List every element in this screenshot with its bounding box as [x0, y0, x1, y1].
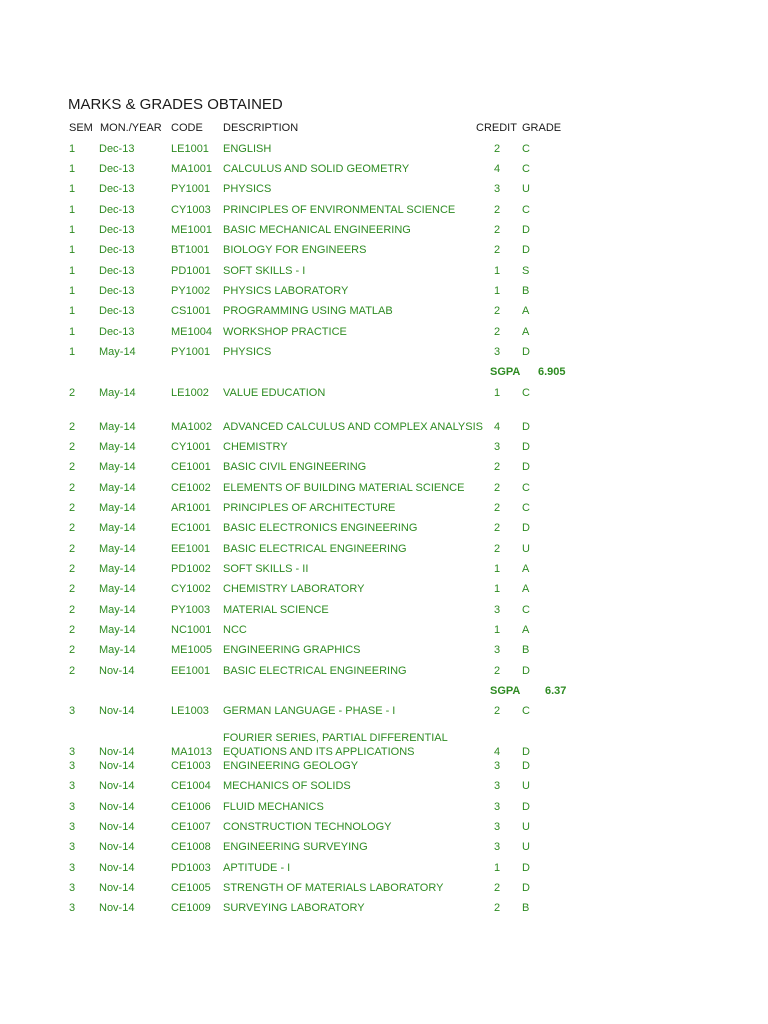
cell-code: LE1001 — [171, 143, 209, 155]
cell-description: GERMAN LANGUAGE - PHASE - I — [223, 705, 396, 717]
cell-code: CS1001 — [171, 305, 211, 317]
table-row — [0, 820, 768, 840]
table-row — [0, 704, 768, 724]
cell-grade: D — [522, 461, 530, 473]
cell-credit: 2 — [494, 482, 501, 494]
cell-monyear: Nov-14 — [99, 882, 135, 894]
cell-grade: C — [522, 143, 530, 155]
table-row — [0, 582, 768, 602]
cell-code: PD1001 — [171, 265, 211, 277]
cell-grade: U — [522, 543, 530, 555]
table-row — [0, 840, 768, 860]
cell-monyear: May-14 — [99, 421, 136, 433]
cell-grade: U — [522, 780, 530, 792]
cell-monyear: Dec-13 — [99, 285, 135, 297]
cell-credit: 4 — [494, 421, 501, 433]
cell-credit: 1 — [494, 285, 501, 297]
cell-grade: A — [522, 326, 530, 338]
cell-code: CE1002 — [171, 482, 211, 494]
cell-sem: 1 — [69, 285, 76, 297]
cell-grade: D — [522, 441, 530, 453]
cell-monyear: Dec-13 — [99, 326, 135, 338]
table-row — [0, 623, 768, 643]
cell-monyear: Dec-13 — [99, 204, 135, 216]
cell-credit: 2 — [494, 305, 501, 317]
header-description: DESCRIPTION — [223, 122, 299, 134]
cell-code: PD1002 — [171, 563, 211, 575]
cell-sem: 1 — [69, 183, 76, 195]
cell-monyear: Nov-14 — [99, 665, 135, 677]
cell-monyear: May-14 — [99, 644, 136, 656]
cell-sem: 2 — [69, 644, 76, 656]
table-row — [0, 732, 768, 758]
cell-credit: 1 — [494, 583, 501, 595]
table-row — [0, 643, 768, 663]
cell-grade: C — [522, 604, 530, 616]
cell-sem: 2 — [69, 563, 76, 575]
cell-sem: 1 — [69, 326, 76, 338]
cell-grade: D — [522, 801, 530, 813]
cell-sem: 3 — [69, 841, 76, 853]
cell-description: FLUID MECHANICS — [223, 801, 324, 813]
cell-description: SOFT SKILLS - II — [223, 563, 309, 575]
cell-grade: A — [522, 563, 530, 575]
cell-credit: 1 — [494, 387, 501, 399]
cell-grade: D — [522, 244, 530, 256]
header-sem: SEM — [69, 122, 93, 134]
table-row — [0, 521, 768, 541]
cell-credit: 3 — [494, 604, 501, 616]
cell-grade: D — [522, 746, 530, 758]
cell-code: LE1003 — [171, 705, 209, 717]
cell-monyear: Dec-13 — [99, 305, 135, 317]
cell-description: CALCULUS AND SOLID GEOMETRY — [223, 163, 410, 175]
cell-sem: 1 — [69, 143, 76, 155]
table-row — [0, 420, 768, 440]
cell-monyear: Dec-13 — [99, 183, 135, 195]
table-row — [0, 562, 768, 582]
sgpa-label: SGPA — [490, 366, 521, 378]
cell-grade: B — [522, 644, 530, 656]
cell-sem: 2 — [69, 502, 76, 514]
table-row — [0, 603, 768, 623]
cell-credit: 3 — [494, 841, 501, 853]
cell-credit: 1 — [494, 862, 501, 874]
cell-credit: 4 — [494, 746, 501, 758]
cell-grade: D — [522, 882, 530, 894]
cell-description: ENGINEERING GEOLOGY — [223, 760, 359, 772]
table-row — [0, 182, 768, 202]
cell-sem: 2 — [69, 387, 76, 399]
cell-credit: 1 — [494, 563, 501, 575]
cell-description: BASIC ELECTRONICS ENGINEERING — [223, 522, 418, 534]
cell-description: CONSTRUCTION TECHNOLOGY — [223, 821, 392, 833]
cell-code: PY1003 — [171, 604, 211, 616]
table-row — [0, 203, 768, 223]
table-row — [0, 460, 768, 480]
table-row — [0, 325, 768, 345]
cell-monyear: Nov-14 — [99, 821, 135, 833]
cell-credit: 4 — [494, 163, 501, 175]
cell-description: APTITUDE - I — [223, 862, 291, 874]
cell-description: ENGINEERING GRAPHICS — [223, 644, 361, 656]
cell-credit: 2 — [494, 705, 501, 717]
cell-sem: 1 — [69, 204, 76, 216]
cell-credit: 2 — [494, 543, 501, 555]
cell-monyear: Nov-14 — [99, 862, 135, 874]
cell-code: CY1002 — [171, 583, 211, 595]
cell-code: PY1001 — [171, 346, 211, 358]
cell-credit: 3 — [494, 346, 501, 358]
cell-code: NC1001 — [171, 624, 212, 636]
cell-credit: 3 — [494, 780, 501, 792]
cell-code: CE1008 — [171, 841, 211, 853]
table-row — [0, 162, 768, 182]
cell-credit: 2 — [494, 882, 501, 894]
cell-code: ME1005 — [171, 644, 212, 656]
cell-grade: D — [522, 665, 530, 677]
cell-code: CE1003 — [171, 760, 211, 772]
cell-sem: 2 — [69, 604, 76, 616]
cell-sem: 1 — [69, 224, 76, 236]
cell-sem: 3 — [69, 705, 76, 717]
table-row — [0, 901, 768, 921]
cell-credit: 3 — [494, 644, 501, 656]
sgpa-label: SGPA — [490, 685, 521, 697]
table-row — [0, 759, 768, 779]
cell-sem: 2 — [69, 461, 76, 473]
cell-credit: 2 — [494, 224, 501, 236]
cell-monyear: Nov-14 — [99, 705, 135, 717]
cell-grade: S — [522, 265, 530, 277]
cell-credit: 2 — [494, 326, 501, 338]
cell-grade: C — [522, 482, 530, 494]
cell-code: EE1001 — [171, 543, 211, 555]
cell-description: ENGINEERING SURVEYING — [223, 841, 368, 853]
cell-description: SOFT SKILLS - I — [223, 265, 306, 277]
cell-sem: 3 — [69, 746, 76, 758]
cell-credit: 1 — [494, 624, 501, 636]
cell-description: WORKSHOP PRACTICE — [223, 326, 347, 338]
cell-description: BASIC MECHANICAL ENGINEERING — [223, 224, 411, 236]
cell-sem: 3 — [69, 780, 76, 792]
cell-grade: D — [522, 522, 530, 534]
cell-monyear: May-14 — [99, 346, 136, 358]
cell-sem: 1 — [69, 265, 76, 277]
table-row — [0, 223, 768, 243]
cell-monyear: May-14 — [99, 604, 136, 616]
cell-description: PHYSICS LABORATORY — [223, 285, 349, 297]
cell-grade: D — [522, 421, 530, 433]
header-monyear: MON./YEAR — [100, 122, 162, 134]
cell-sem: 3 — [69, 821, 76, 833]
cell-code: CY1003 — [171, 204, 211, 216]
cell-description: PHYSICS — [223, 183, 272, 195]
cell-credit: 3 — [494, 801, 501, 813]
cell-credit: 2 — [494, 143, 501, 155]
cell-description: CHEMISTRY LABORATORY — [223, 583, 365, 595]
cell-credit: 2 — [494, 502, 501, 514]
sgpa-value: 6.37 — [545, 685, 567, 697]
cell-description: PRINCIPLES OF ENVIRONMENTAL SCIENCE — [223, 204, 456, 216]
cell-sem: 2 — [69, 421, 76, 433]
cell-sem: 2 — [69, 543, 76, 555]
cell-sem: 3 — [69, 862, 76, 874]
table-row — [0, 243, 768, 263]
cell-description: NCC — [223, 624, 247, 636]
cell-grade: C — [522, 502, 530, 514]
cell-code: BT1001 — [171, 244, 210, 256]
sgpa-row — [0, 684, 768, 704]
cell-credit: 2 — [494, 665, 501, 677]
cell-credit: 2 — [494, 461, 501, 473]
cell-credit: 2 — [494, 902, 501, 914]
table-row — [0, 304, 768, 324]
cell-description: MECHANICS OF SOLIDS — [223, 780, 351, 792]
cell-code: ME1001 — [171, 224, 212, 236]
cell-grade: B — [522, 902, 530, 914]
cell-monyear: May-14 — [99, 624, 136, 636]
cell-code: CE1007 — [171, 821, 211, 833]
cell-grade: B — [522, 285, 530, 297]
cell-description: CHEMISTRY — [223, 441, 288, 453]
cell-credit: 3 — [494, 441, 501, 453]
cell-sem: 1 — [69, 346, 76, 358]
cell-sem: 3 — [69, 882, 76, 894]
cell-code: PY1002 — [171, 285, 211, 297]
cell-monyear: Dec-13 — [99, 265, 135, 277]
table-row — [0, 779, 768, 799]
cell-description: PROGRAMMING USING MATLAB — [223, 305, 393, 317]
cell-sem: 2 — [69, 441, 76, 453]
cell-code: CE1004 — [171, 780, 211, 792]
cell-grade: D — [522, 224, 530, 236]
cell-grade: D — [522, 862, 530, 874]
cell-code: AR1001 — [171, 502, 211, 514]
cell-monyear: Dec-13 — [99, 163, 135, 175]
table-row — [0, 481, 768, 501]
cell-description: VALUE EDUCATION — [223, 387, 326, 399]
cell-monyear: May-14 — [99, 543, 136, 555]
table-row — [0, 800, 768, 820]
cell-monyear: May-14 — [99, 461, 136, 473]
cell-code: PY1001 — [171, 183, 211, 195]
table-row — [0, 345, 768, 365]
cell-description: PHYSICS — [223, 346, 272, 358]
cell-description: BASIC CIVIL ENGINEERING — [223, 461, 367, 473]
cell-description: BASIC ELECTRICAL ENGINEERING — [223, 543, 407, 555]
cell-code: MA1001 — [171, 163, 212, 175]
cell-monyear: Nov-14 — [99, 746, 135, 758]
table-row — [0, 542, 768, 562]
cell-monyear: Dec-13 — [99, 224, 135, 236]
cell-description: FOURIER SERIES, PARTIAL DIFFERENTIAL — [223, 732, 448, 744]
cell-grade: C — [522, 387, 530, 399]
cell-credit: 3 — [494, 821, 501, 833]
cell-code: PD1003 — [171, 862, 211, 874]
cell-sem: 3 — [69, 801, 76, 813]
cell-credit: 3 — [494, 183, 501, 195]
cell-credit: 3 — [494, 760, 501, 772]
cell-monyear: Dec-13 — [99, 244, 135, 256]
cell-grade: U — [522, 183, 530, 195]
cell-grade: D — [522, 346, 530, 358]
cell-code: CE1005 — [171, 882, 211, 894]
cell-code: CE1006 — [171, 801, 211, 813]
cell-description: PRINCIPLES OF ARCHITECTURE — [223, 502, 396, 514]
table-row — [0, 664, 768, 684]
cell-code: MA1002 — [171, 421, 212, 433]
cell-credit: 2 — [494, 204, 501, 216]
cell-code: MA1013 — [171, 746, 212, 758]
cell-monyear: May-14 — [99, 387, 136, 399]
cell-monyear: Nov-14 — [99, 801, 135, 813]
table-row — [0, 386, 768, 406]
table-row — [0, 440, 768, 460]
header-code: CODE — [171, 122, 203, 134]
cell-grade: A — [522, 305, 530, 317]
cell-code: CE1001 — [171, 461, 211, 473]
sgpa-value: 6.905 — [538, 366, 566, 378]
cell-monyear: Dec-13 — [99, 143, 135, 155]
table-row — [0, 861, 768, 881]
cell-credit: 2 — [494, 244, 501, 256]
page-title: MARKS & GRADES OBTAINED — [68, 96, 283, 113]
table-row — [0, 142, 768, 162]
cell-monyear: Nov-14 — [99, 760, 135, 772]
cell-monyear: May-14 — [99, 502, 136, 514]
cell-grade: D — [522, 760, 530, 772]
cell-sem: 1 — [69, 244, 76, 256]
cell-description-line2: EQUATIONS AND ITS APPLICATIONS — [223, 746, 415, 758]
cell-description: ENGLISH — [223, 143, 272, 155]
cell-description: MATERIAL SCIENCE — [223, 604, 329, 616]
cell-description: ELEMENTS OF BUILDING MATERIAL SCIENCE — [223, 482, 465, 494]
cell-code: ME1004 — [171, 326, 212, 338]
table-row — [0, 284, 768, 304]
cell-credit: 2 — [494, 522, 501, 534]
cell-description: BASIC ELECTRICAL ENGINEERING — [223, 665, 407, 677]
cell-sem: 2 — [69, 665, 76, 677]
cell-code: EE1001 — [171, 665, 211, 677]
cell-monyear: Nov-14 — [99, 902, 135, 914]
cell-grade: U — [522, 821, 530, 833]
cell-grade: A — [522, 583, 530, 595]
cell-monyear: Nov-14 — [99, 841, 135, 853]
cell-code: EC1001 — [171, 522, 211, 534]
cell-sem: 1 — [69, 163, 76, 175]
cell-credit: 1 — [494, 265, 501, 277]
table-row — [0, 881, 768, 901]
cell-description: STRENGTH OF MATERIALS LABORATORY — [223, 882, 444, 894]
cell-sem: 2 — [69, 624, 76, 636]
cell-sem: 2 — [69, 482, 76, 494]
cell-grade: C — [522, 705, 530, 717]
cell-code: CE1009 — [171, 902, 211, 914]
cell-code: LE1002 — [171, 387, 209, 399]
cell-monyear: May-14 — [99, 482, 136, 494]
cell-grade: C — [522, 204, 530, 216]
cell-code: CY1001 — [171, 441, 211, 453]
table-row — [0, 501, 768, 521]
cell-monyear: Nov-14 — [99, 780, 135, 792]
cell-sem: 2 — [69, 522, 76, 534]
cell-sem: 2 — [69, 583, 76, 595]
table-header — [0, 121, 768, 141]
table-row — [0, 264, 768, 284]
cell-monyear: May-14 — [99, 441, 136, 453]
cell-description: ADVANCED CALCULUS AND COMPLEX ANALYSIS — [223, 421, 484, 433]
header-grade: GRADE — [522, 122, 562, 134]
cell-sem: 3 — [69, 902, 76, 914]
cell-monyear: May-14 — [99, 563, 136, 575]
cell-sem: 1 — [69, 305, 76, 317]
cell-grade: A — [522, 624, 530, 636]
cell-description: BIOLOGY FOR ENGINEERS — [223, 244, 367, 256]
sgpa-row — [0, 365, 768, 385]
cell-grade: C — [522, 163, 530, 175]
cell-grade: U — [522, 841, 530, 853]
cell-monyear: May-14 — [99, 583, 136, 595]
cell-sem: 3 — [69, 760, 76, 772]
cell-monyear: May-14 — [99, 522, 136, 534]
header-credit: CREDIT — [476, 122, 517, 134]
cell-description: SURVEYING LABORATORY — [223, 902, 365, 914]
